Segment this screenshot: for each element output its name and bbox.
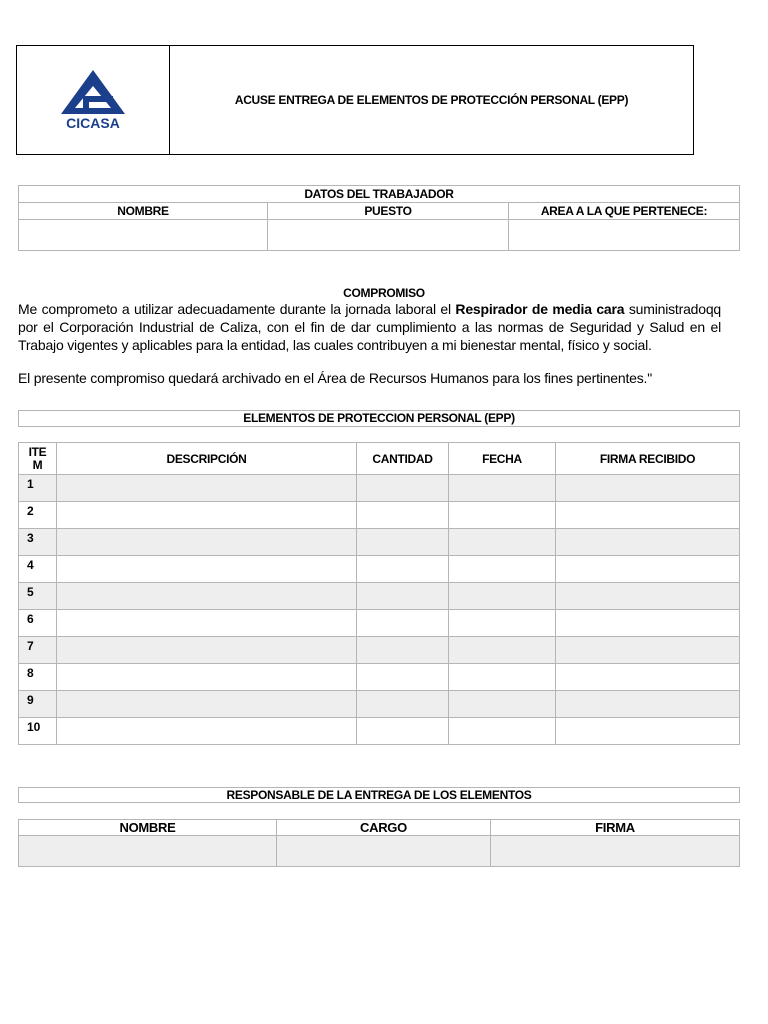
worker-data-table — [18, 185, 740, 251]
item-number: 5 — [19, 583, 57, 610]
responsible-section-title: RESPONSABLE DE LA ENTREGA DE LOS ELEMENTOS — [18, 787, 740, 803]
epp-col-quantity: CANTIDAD — [357, 443, 449, 475]
responsible-table — [18, 819, 740, 867]
worker-col-area: AREA A LA QUE PERTENECE: — [509, 203, 740, 220]
table-row — [19, 718, 740, 745]
item-description-cell[interactable] — [57, 583, 357, 610]
epp-table — [18, 442, 740, 745]
table-row — [19, 583, 740, 610]
commitment-item-bold: Respirador de media cara — [455, 301, 625, 317]
table-row — [19, 556, 740, 583]
commitment-text-after: suministradoqq por el Corporación Industrial de Caliza, con el fin de dar cumplimiento a las normas de Seguridad y Salud en el Trabajo vigentes y aplicables para la entidad, las cuales contribuyen a mi bienestar mental, físico y social. — [18, 301, 722, 353]
item-number: 8 — [19, 664, 57, 691]
document-title: ACUSE ENTREGA DE ELEMENTOS DE PROTECCIÓN PERSONAL (EPP) — [234, 93, 629, 107]
commitment-title: COMPROMISO — [343, 286, 425, 300]
worker-name-field[interactable] — [19, 220, 268, 251]
item-quantity-cell[interactable] — [357, 691, 449, 718]
epp-section-title: ELEMENTOS DE PROTECCION PERSONAL (EPP) — [18, 410, 740, 427]
item-description-cell[interactable] — [57, 664, 357, 691]
item-date-cell[interactable] — [449, 475, 556, 502]
responsible-cargo-field[interactable] — [277, 836, 491, 867]
item-description-cell[interactable] — [57, 529, 357, 556]
epp-col-item-line2: M — [32, 457, 43, 472]
responsible-col-cargo: CARGO — [277, 820, 491, 836]
item-quantity-cell[interactable] — [357, 583, 449, 610]
item-date-cell[interactable] — [449, 610, 556, 637]
item-date-cell[interactable] — [449, 583, 556, 610]
item-number: 3 — [19, 529, 57, 556]
responsible-signature-field[interactable] — [491, 836, 740, 867]
commitment-archive-note: El presente compromiso quedará archivado en el Área de Recursos Humanos para los fines pertinentes." — [18, 370, 652, 386]
table-row — [19, 664, 740, 691]
item-date-cell[interactable] — [449, 664, 556, 691]
item-signature-cell[interactable] — [556, 502, 740, 529]
item-signature-cell[interactable] — [556, 583, 740, 610]
item-date-cell[interactable] — [449, 718, 556, 745]
item-number: 1 — [19, 475, 57, 502]
epp-rows — [19, 475, 740, 745]
table-row — [19, 502, 740, 529]
worker-col-name: NOMBRE — [19, 203, 268, 220]
item-quantity-cell[interactable] — [357, 529, 449, 556]
item-signature-cell[interactable] — [556, 664, 740, 691]
item-date-cell[interactable] — [449, 502, 556, 529]
responsible-col-name: NOMBRE — [19, 820, 277, 836]
item-signature-cell[interactable] — [556, 475, 740, 502]
commitment-paragraph — [18, 300, 721, 354]
responsible-col-signature: FIRMA — [491, 820, 740, 836]
table-row — [19, 637, 740, 664]
item-date-cell[interactable] — [449, 556, 556, 583]
item-quantity-cell[interactable] — [357, 502, 449, 529]
item-quantity-cell[interactable] — [357, 718, 449, 745]
item-description-cell[interactable] — [57, 691, 357, 718]
worker-col-position: PUESTO — [268, 203, 509, 220]
item-date-cell[interactable] — [449, 529, 556, 556]
worker-position-field[interactable] — [268, 220, 509, 251]
item-signature-cell[interactable] — [556, 637, 740, 664]
item-description-cell[interactable] — [57, 502, 357, 529]
epp-col-signature: FIRMA RECIBIDO — [556, 443, 740, 475]
cicasa-logo-icon — [53, 68, 133, 132]
table-row — [19, 610, 740, 637]
item-quantity-cell[interactable] — [357, 610, 449, 637]
item-quantity-cell[interactable] — [357, 556, 449, 583]
epp-col-date: FECHA — [449, 443, 556, 475]
responsible-name-field[interactable] — [19, 836, 277, 867]
worker-section-title: DATOS DEL TRABAJADOR — [19, 186, 740, 203]
item-number: 7 — [19, 637, 57, 664]
item-signature-cell[interactable] — [556, 610, 740, 637]
worker-area-field[interactable] — [509, 220, 740, 251]
table-row — [19, 691, 740, 718]
item-description-cell[interactable] — [57, 475, 357, 502]
item-date-cell[interactable] — [449, 691, 556, 718]
item-number: 4 — [19, 556, 57, 583]
item-description-cell[interactable] — [57, 718, 357, 745]
item-signature-cell[interactable] — [556, 529, 740, 556]
item-number: 10 — [19, 718, 57, 745]
item-quantity-cell[interactable] — [357, 475, 449, 502]
epp-col-description: DESCRIPCIÓN — [57, 443, 357, 475]
item-description-cell[interactable] — [57, 637, 357, 664]
table-row — [19, 475, 740, 502]
item-quantity-cell[interactable] — [357, 664, 449, 691]
logo-text: CICASA — [66, 115, 120, 131]
epp-col-item — [19, 443, 57, 475]
company-logo — [17, 46, 170, 154]
item-quantity-cell[interactable] — [357, 637, 449, 664]
item-number: 6 — [19, 610, 57, 637]
item-description-cell[interactable] — [57, 556, 357, 583]
item-number: 9 — [19, 691, 57, 718]
epp-col-item-line1: ITE — [28, 444, 47, 459]
table-row — [19, 529, 740, 556]
item-number: 2 — [19, 502, 57, 529]
item-signature-cell[interactable] — [556, 691, 740, 718]
item-date-cell[interactable] — [449, 637, 556, 664]
item-description-cell[interactable] — [57, 610, 357, 637]
document-header — [16, 45, 694, 155]
item-signature-cell[interactable] — [556, 556, 740, 583]
commitment-text-before: Me comprometo a utilizar adecuadamente durante la jornada laboral el — [18, 301, 456, 317]
item-signature-cell[interactable] — [556, 718, 740, 745]
